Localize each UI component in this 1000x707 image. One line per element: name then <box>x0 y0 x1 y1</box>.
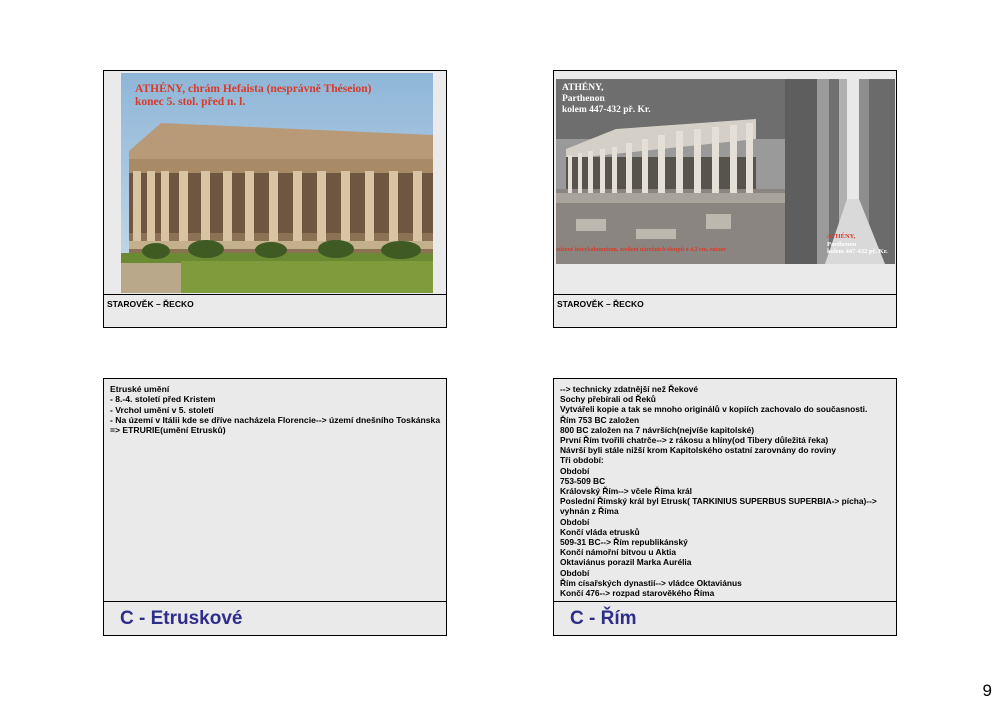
note-line: Poslední Římský král byl Etrusk( TARKINIUS SUPERBUS SUPERBIA-> pícha)--> <box>560 496 877 507</box>
note-line: => ETRURIE(umění Etrusků) <box>110 425 226 436</box>
note-line: Oktaviánus porazil Marka Aurélia <box>560 557 692 568</box>
note-line: Řím císařských dynastií--> vládce Oktaviánus <box>560 577 742 588</box>
parthenon-photo <box>556 79 786 264</box>
note-line: vyhnán z Říma <box>560 506 619 517</box>
note-line: Období <box>560 567 590 578</box>
inset-line-2: Parthenon <box>827 240 857 248</box>
note-line: Vytvářeli kopie a tak se mnoho originálů v kopiích zachovalo do současnosti. <box>560 404 868 415</box>
slide-notes <box>110 384 440 435</box>
note-line: 800 BC založen na 7 návrších(nejvíše kapitolské) <box>560 424 755 435</box>
note-line: Končí 476--> rozpad starověkého Říma <box>560 588 715 599</box>
note-line: --> technicky zdatnější než Řekové <box>560 384 699 394</box>
slide-title-bar <box>104 601 446 635</box>
note-line: 509-31 BC--> Řím republikánský <box>560 537 688 548</box>
overlay-line-2: konec 5. stol. před n. l. <box>135 96 246 108</box>
slide-hephaestus <box>103 70 447 328</box>
slide-notes <box>560 384 877 598</box>
colonnade-caption <box>827 233 888 256</box>
note-line: Období <box>560 465 590 476</box>
page-number: 9 <box>982 681 992 700</box>
note-line: Období <box>560 516 590 527</box>
colonnade-photo <box>785 79 895 264</box>
parthenon-title <box>562 83 651 116</box>
slide-title-bar <box>554 601 896 635</box>
note-line: Etruské umění <box>110 384 170 394</box>
inset-line-1: ATHÉNY, <box>827 233 856 240</box>
slide-caption: STAROVĚK – ŘECKO <box>104 294 446 327</box>
slide-caption: STAROVĚK – ŘECKO <box>554 294 896 327</box>
note-line: Končí vláda etrusků <box>560 526 640 537</box>
inset-line-3: kolem 447-432 př. Kr. <box>827 248 888 255</box>
note-line: Končí námořní bitvou u Aktia <box>560 547 677 558</box>
overlay-line-3: kolem 447-432 př. Kr. <box>562 105 651 115</box>
slide-etruskove <box>103 378 447 636</box>
note-line: 753-509 BC <box>560 475 606 486</box>
note-line: Návrší byli stále nižší krom Kapitolského ostatní zarovnány do roviny <box>560 445 836 456</box>
parthenon-note: zúžené interkolumnium, zesílení nárožních sloupů o 4,3 cm, entaze <box>556 247 727 253</box>
note-line: Tři období: <box>560 455 604 466</box>
note-line: První Řím tvořili chatrče--> z rákosu a hlíny(od Tibery důležitá řeka) <box>560 435 829 446</box>
overlay-line-1: ATHÉNY, chrám Hefaista (nesprávně Théseion) <box>135 83 372 95</box>
note-line: Sochy přebírali od Řeků <box>560 394 656 405</box>
hephaestus-photo <box>121 73 433 293</box>
overlay-line-2: Parthenon <box>562 94 605 104</box>
slide-title: C - Řím <box>570 608 637 629</box>
note-line: - Vrchol umění v 5. století <box>110 404 214 415</box>
note-line: - 8.-4. století před Kristem <box>110 394 216 405</box>
note-line: Královský Řím--> včele Říma král <box>560 486 692 497</box>
note-line: - Na území v Itálii kde se dříve nacházela Florencie--> území dnešního Toskánska <box>110 414 441 425</box>
overlay-line-1: ATHÉNY, <box>562 83 604 93</box>
hephaestus-title <box>135 83 372 109</box>
slide-title: C - Etruskové <box>120 608 243 629</box>
slide-rim <box>553 378 897 636</box>
note-line: Řím 753 BC založen <box>560 414 640 425</box>
slide-parthenon <box>553 70 897 328</box>
